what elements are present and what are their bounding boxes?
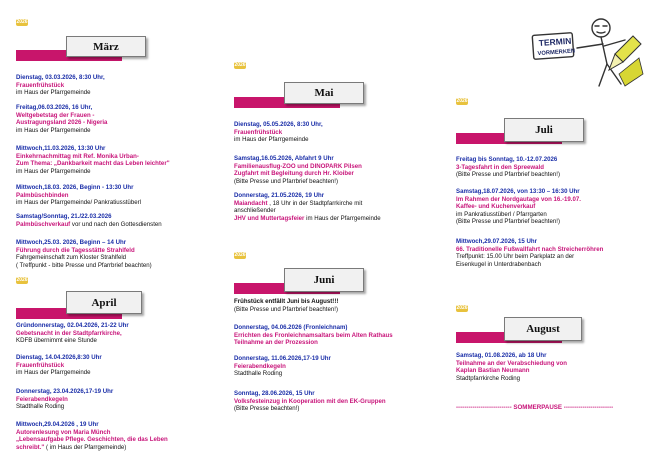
event-item: Donnerstag, 23.04.2026,17-19 Uhr Feierabendkegeln Stadthalle Roding (16, 388, 114, 410)
month-header-juni (234, 252, 352, 294)
svg-text:VORMERKEN: VORMERKEN (537, 48, 576, 58)
month-header-juli (456, 98, 574, 144)
event-item: Samstag, 01.08.2026, ab 18 Uhr Teilnahme an der Verabschiedung von Kaplan Bastian Neumann Stadtpfarrkirche Roding (456, 352, 567, 382)
event-item: Frühstück entfällt Juni bis August!!! (Bitte Presse und Pfarrbrief beachten!) (234, 298, 339, 313)
event-item: Gründonnerstag, 02.04.2026, 21-22 Uhr Gebetsnacht in der Stadtpfarrkirche, KDFB übernimmt eine Stunde (16, 322, 129, 344)
calendar-icon: 2026 (456, 305, 468, 311)
termin-vormerken-illustration (529, 14, 649, 104)
month-label: Juli (504, 118, 584, 142)
event-item: Samstag,18.07.2026, von 13:30 – 16:30 Uhr Im Rahmen der Nordgautage von 16.-19.07. Kaffee- und Kuchenverkauf im Pankratiusstüberl / Pfarrgarten (Bitte Presse und Pfarrbrief beachten!) (456, 188, 581, 225)
month-header-mai (234, 62, 352, 108)
calendar-icon: 2026 (234, 62, 246, 68)
event-item: Dienstag, 05.05.2026, 8:30 Uhr, Frauenfrühstück im Haus der Pfarrgemeinde (234, 121, 323, 143)
svg-text:TERMIN: TERMIN (538, 35, 572, 48)
event-item: Mittwoch,25.03. 2026, Beginn – 14 Uhr Führung durch die Tagesstätte Strahlfeld Fahrgemeinschaft zum Kloster Strahlfeld ( Treffpunkt - bitte Presse und Pfarrbrief beachten) (16, 239, 152, 269)
month-header-august (456, 305, 574, 343)
event-item: Samstag/Sonntag, 21./22.03.2026 Palmbüschverkauf vor und nach den Gottesdiensten (16, 213, 162, 228)
month-label: Mai (284, 82, 364, 104)
termin-sign (532, 33, 575, 60)
calendar-icon: 2026 (16, 19, 28, 25)
event-item: Samstag,16.05.2026, Abfahrt 9 Uhr Familienausflug-ZOO und DINOPARK Pilsen Zugfahrt mit Begleitung durch Hr. Kloiber (Bitte Presse und Pfarrbrief beachten!) (234, 155, 362, 185)
calendar-icon: 2026 (234, 252, 246, 258)
event-item: Dienstag, 03.03.2026, 8:30 Uhr, Frauenfrühstück im Haus der Pfarrgemeinde (16, 74, 105, 96)
event-item: Sonntag, 28.06.2026, 15 Uhr Volksfesteinzug in Kooperation mit den EK-Gruppen (Bitte Presse beachten!) (234, 390, 386, 412)
event-item: Dienstag, 14.04.2026,8:30 Uhr Frauenfrühstück im Haus der Pfarrgemeinde (16, 354, 102, 376)
event-item: Donnerstag, 21.05.2026, 19 Uhr Maiandacht , 18 Uhr in der Stadtpfarrkirche mit anschließender JHV und Muttertagsfeier im Haus der Pfarrgemeinde (234, 192, 381, 222)
month-label: März (66, 36, 146, 57)
event-item: Mittwoch,29.07.2026, 15 Uhr 66. Traditionelle Fußwallfahrt nach Streicherröhren Treffpunkt: 15.00 Uhr beim Parkplatz an der Eisenkugel in Unterdrabenbach (456, 238, 604, 268)
event-item: Donnerstag, 11.06.2026,17-19 Uhr Feierabendkegeln Stadthalle Roding (234, 355, 331, 377)
event-item: Mittwoch,11.03.2026, 13:30 Uhr Einkehrnachmittag mit Ref. Monika Urban- Zum Thema: „Dankbarkeit macht das Leben leichter" im Haus der Pfarrgemeinde (16, 145, 170, 175)
event-item: Freitag bis Sonntag, 10.-12.07.2026 3-Tagesfahrt in den Spreewald (Bitte Presse und Pfarrbrief beachten!) (456, 156, 560, 178)
calendar-icon: 2026 (456, 98, 468, 104)
event-item: Mittwoch,18.03. 2026, Beginn - 13:30 Uhr Palmbüschbinden im Haus der Pfarrgemeinde/ Pankratiusstüberl (16, 184, 141, 206)
month-label: April (66, 291, 142, 314)
month-label: August (504, 317, 582, 341)
sommerpause-line: --------------------------- SOMMERPAUSE ------------------------ (456, 404, 614, 411)
event-item: Freitag,06.03.2026, 16 Uhr, Weltgebetstag der Frauen - Austragungsland 2026 - Nigeria im Haus der Pfarrgemeinde (16, 104, 108, 134)
calendar-icon: 2026 (16, 277, 28, 283)
month-header-maerz (16, 19, 134, 61)
event-item: Donnerstag, 04.06.2026 (Fronleichnam) Errichten des Fronleichnamsaltars beim Alten Rathaus Teilnahme an der Prozession (234, 324, 393, 346)
event-item: Mittwoch,29.04.2026 , 19 Uhr Autorenlesung von Maria Münch „Lebensaufgabe Pflege. Geschichten, die das Leben schreibt." ( im Haus der Pfarrgemeinde) (16, 421, 168, 451)
month-label: Juni (284, 268, 364, 292)
month-header-april (16, 277, 134, 319)
